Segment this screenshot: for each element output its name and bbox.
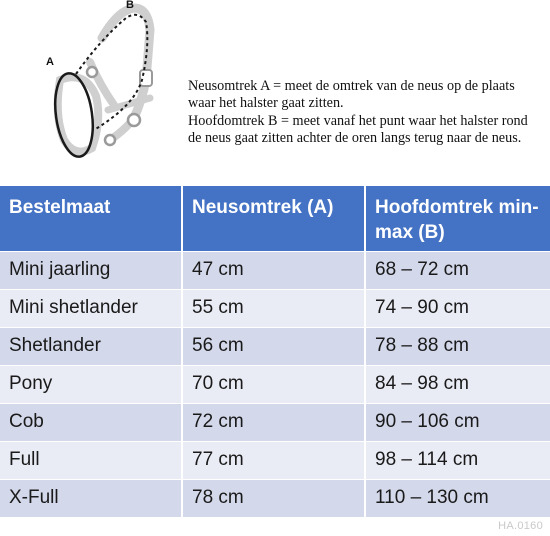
cell-nose: 77 cm	[182, 442, 365, 480]
cell-size: Mini jaarling	[0, 252, 182, 290]
cell-head: 68 – 72 cm	[365, 252, 550, 290]
cell-size: Pony	[0, 366, 182, 404]
cell-nose: 55 cm	[182, 290, 365, 328]
cell-head: 84 – 98 cm	[365, 366, 550, 404]
table-row	[0, 290, 550, 328]
product-code: HA.0160	[498, 520, 543, 532]
table-row	[0, 328, 550, 366]
cell-head: 78 – 88 cm	[365, 328, 550, 366]
table-header-row	[0, 186, 550, 252]
cell-size: Mini shetlander	[0, 290, 182, 328]
halter-diagram	[30, 0, 180, 175]
description-neusomtrek: Neusomtrek A = meet de omtrek van de neus op de plaats waar het halster gaat zitten.	[188, 78, 515, 112]
description-hoofdomtrek: Hoofdomtrek B = meet vanaf het punt waar het halster rond de neus gaat zitten achter de oren langs terug naar de neus.	[188, 112, 528, 147]
cell-size: X-Full	[0, 480, 182, 518]
cell-size: Cob	[0, 404, 182, 442]
cell-nose: 47 cm	[182, 252, 365, 290]
cell-nose: 70 cm	[182, 366, 365, 404]
diagram-label-b: B	[126, 0, 134, 11]
table-row	[0, 442, 550, 480]
diagram-label-a: A	[46, 56, 54, 68]
cell-nose: 78 cm	[182, 480, 365, 518]
cell-head: 74 – 90 cm	[365, 290, 550, 328]
cell-size: Shetlander	[0, 328, 182, 366]
header-bestelmaat: Bestelmaat	[0, 186, 182, 252]
table-row	[0, 404, 550, 442]
measurement-description	[188, 78, 544, 148]
cell-head: 98 – 114 cm	[365, 442, 550, 480]
cell-head: 110 – 130 cm	[365, 480, 550, 518]
table-row	[0, 480, 550, 518]
cell-nose: 72 cm	[182, 404, 365, 442]
size-table	[0, 186, 550, 517]
table-row	[0, 366, 550, 404]
cell-nose: 56 cm	[182, 328, 365, 366]
cell-size: Full	[0, 442, 182, 480]
cell-head: 90 – 106 cm	[365, 404, 550, 442]
header-neusomtrek: Neusomtrek (A)	[182, 186, 365, 252]
header-hoofdomtrek: Hoofdomtrek min-max (B)	[365, 186, 550, 252]
table-row	[0, 252, 550, 290]
